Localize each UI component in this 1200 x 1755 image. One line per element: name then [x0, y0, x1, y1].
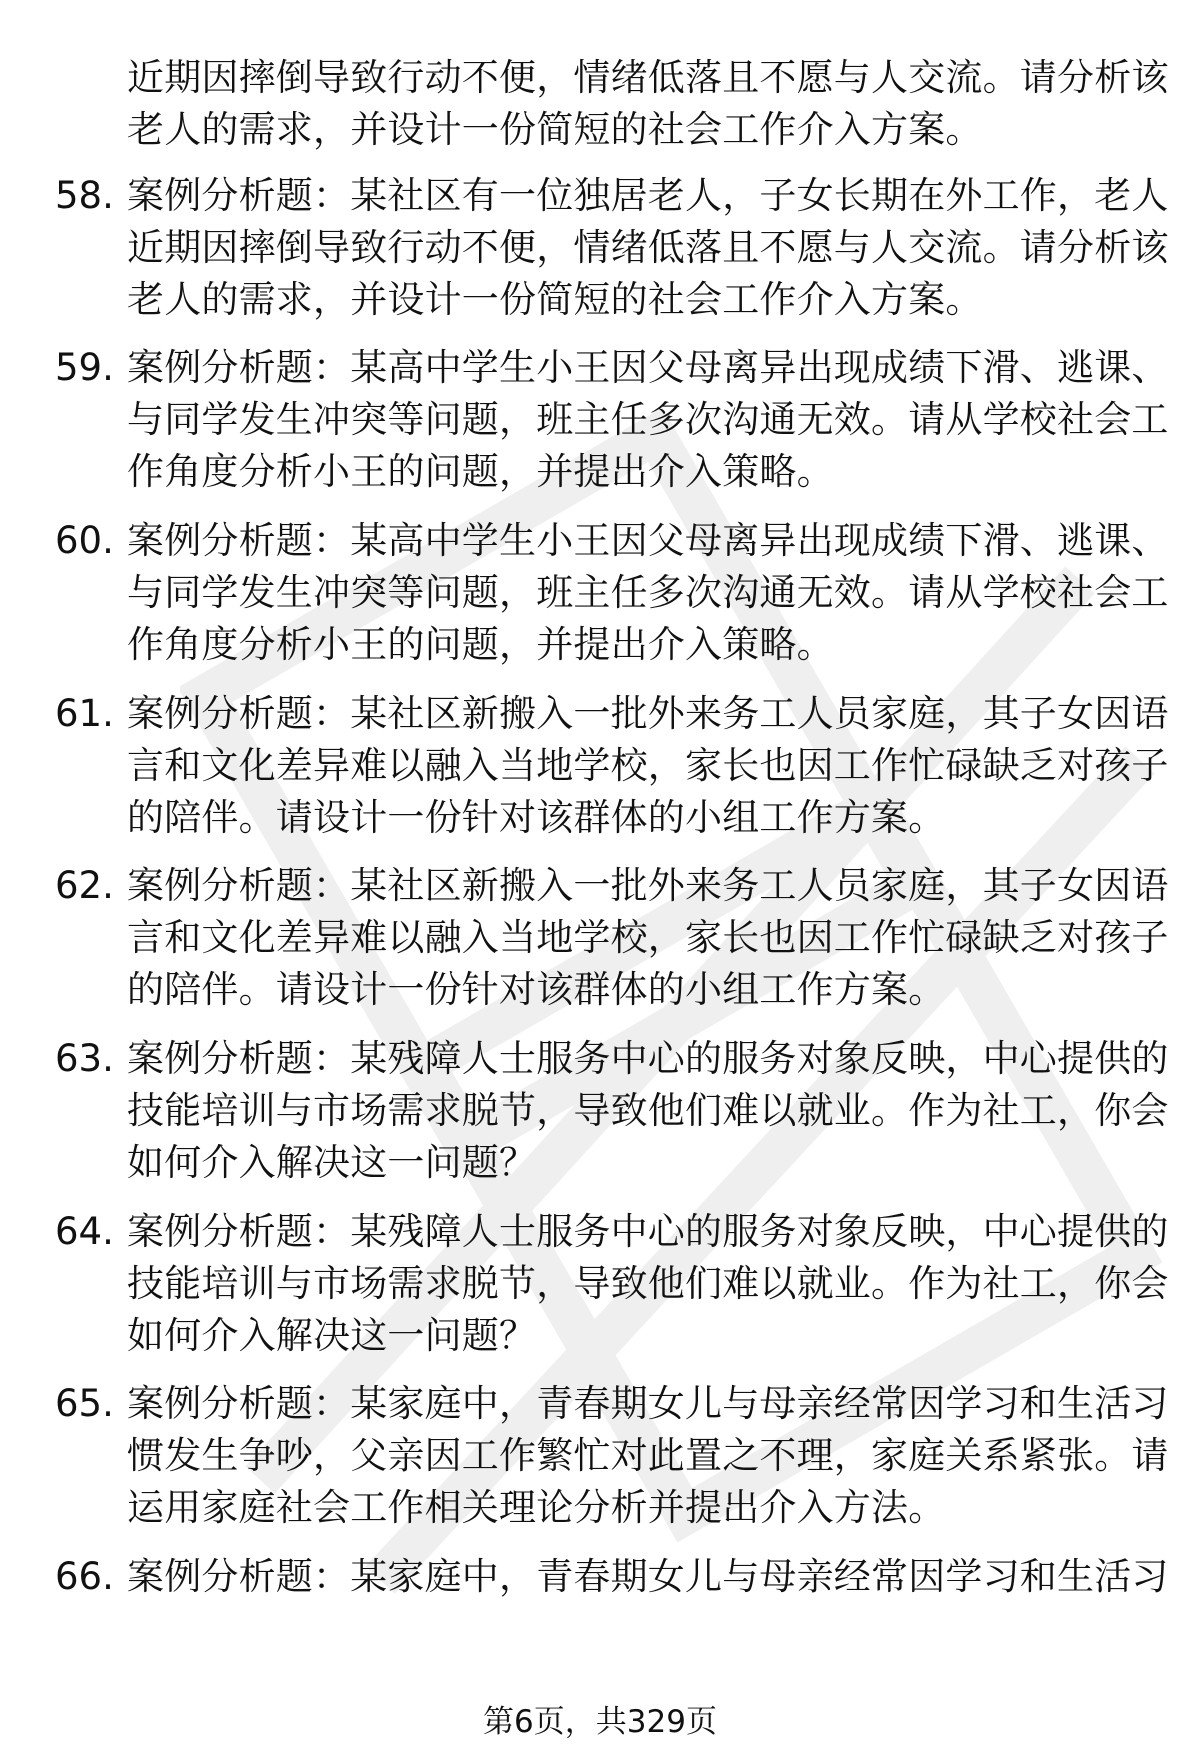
question-number: 66.	[55, 1555, 114, 1598]
question-line: 如何介入解决这一问题？	[127, 1314, 537, 1357]
question-line: 案例分析题：某社区新搬入一批外来务工人员家庭，其子女因语	[127, 692, 1169, 735]
question-number: 64.	[55, 1210, 114, 1253]
question-line: 案例分析题：某社区有一位独居老人，子女长期在外工作，老人	[127, 174, 1169, 217]
question-line: 的陪伴。请设计一份针对该群体的小组工作方案。	[127, 968, 946, 1011]
question-number: 65.	[55, 1382, 114, 1425]
question-line: 近期因摔倒导致行动不便，情绪低落且不愿与人交流。请分析该	[127, 226, 1169, 269]
continued-line: 近期因摔倒导致行动不便，情绪低落且不愿与人交流。请分析该	[127, 56, 1169, 99]
question-line: 老人的需求，并设计一份简短的社会工作介入方案。	[127, 278, 983, 321]
question-line: 作角度分析小王的问题，并提出介入策略。	[127, 623, 834, 666]
question-line: 作角度分析小王的问题，并提出介入策略。	[127, 450, 834, 493]
question-number: 63.	[55, 1037, 114, 1080]
question-number: 60.	[55, 519, 114, 562]
question-line: 惯发生争吵，父亲因工作繁忙对此置之不理，家庭关系紧张。请	[127, 1434, 1169, 1477]
page-number: 第6页，共329页	[483, 1704, 717, 1740]
question-line: 案例分析题：某家庭中，青春期女儿与母亲经常因学习和生活习	[127, 1555, 1169, 1598]
question-number: 61.	[55, 692, 114, 735]
question-line: 如何介入解决这一问题？	[127, 1141, 537, 1184]
question-line: 运用家庭社会工作相关理论分析并提出介入方法。	[127, 1486, 946, 1529]
continued-line: 老人的需求，并设计一份简短的社会工作介入方案。	[127, 108, 983, 151]
question-line: 案例分析题：某残障人士服务中心的服务对象反映，中心提供的	[127, 1210, 1169, 1253]
question-line: 技能培训与市场需求脱节，导致他们难以就业。作为社工，你会	[127, 1262, 1169, 1305]
question-line: 案例分析题：某高中学生小王因父母离异出现成绩下滑、逃课、	[127, 346, 1169, 389]
question-line: 言和文化差异难以融入当地学校，家长也因工作忙碌缺乏对孩子	[127, 744, 1169, 787]
question-line: 言和文化差异难以融入当地学校，家长也因工作忙碌缺乏对孩子	[127, 916, 1169, 959]
question-line: 与同学发生冲突等问题，班主任多次沟通无效。请从学校社会工	[127, 398, 1169, 441]
question-number: 59.	[55, 346, 114, 389]
question-line: 的陪伴。请设计一份针对该群体的小组工作方案。	[127, 796, 946, 839]
question-line: 案例分析题：某高中学生小王因父母离异出现成绩下滑、逃课、	[127, 519, 1169, 562]
question-line: 案例分析题：某残障人士服务中心的服务对象反映，中心提供的	[127, 1037, 1169, 1080]
question-number: 58.	[55, 174, 114, 217]
question-number: 62.	[55, 864, 114, 907]
question-line: 案例分析题：某家庭中，青春期女儿与母亲经常因学习和生活习	[127, 1382, 1169, 1425]
question-line: 技能培训与市场需求脱节，导致他们难以就业。作为社工，你会	[127, 1089, 1169, 1132]
question-line: 与同学发生冲突等问题，班主任多次沟通无效。请从学校社会工	[127, 571, 1169, 614]
question-line: 案例分析题：某社区新搬入一批外来务工人员家庭，其子女因语	[127, 864, 1169, 907]
